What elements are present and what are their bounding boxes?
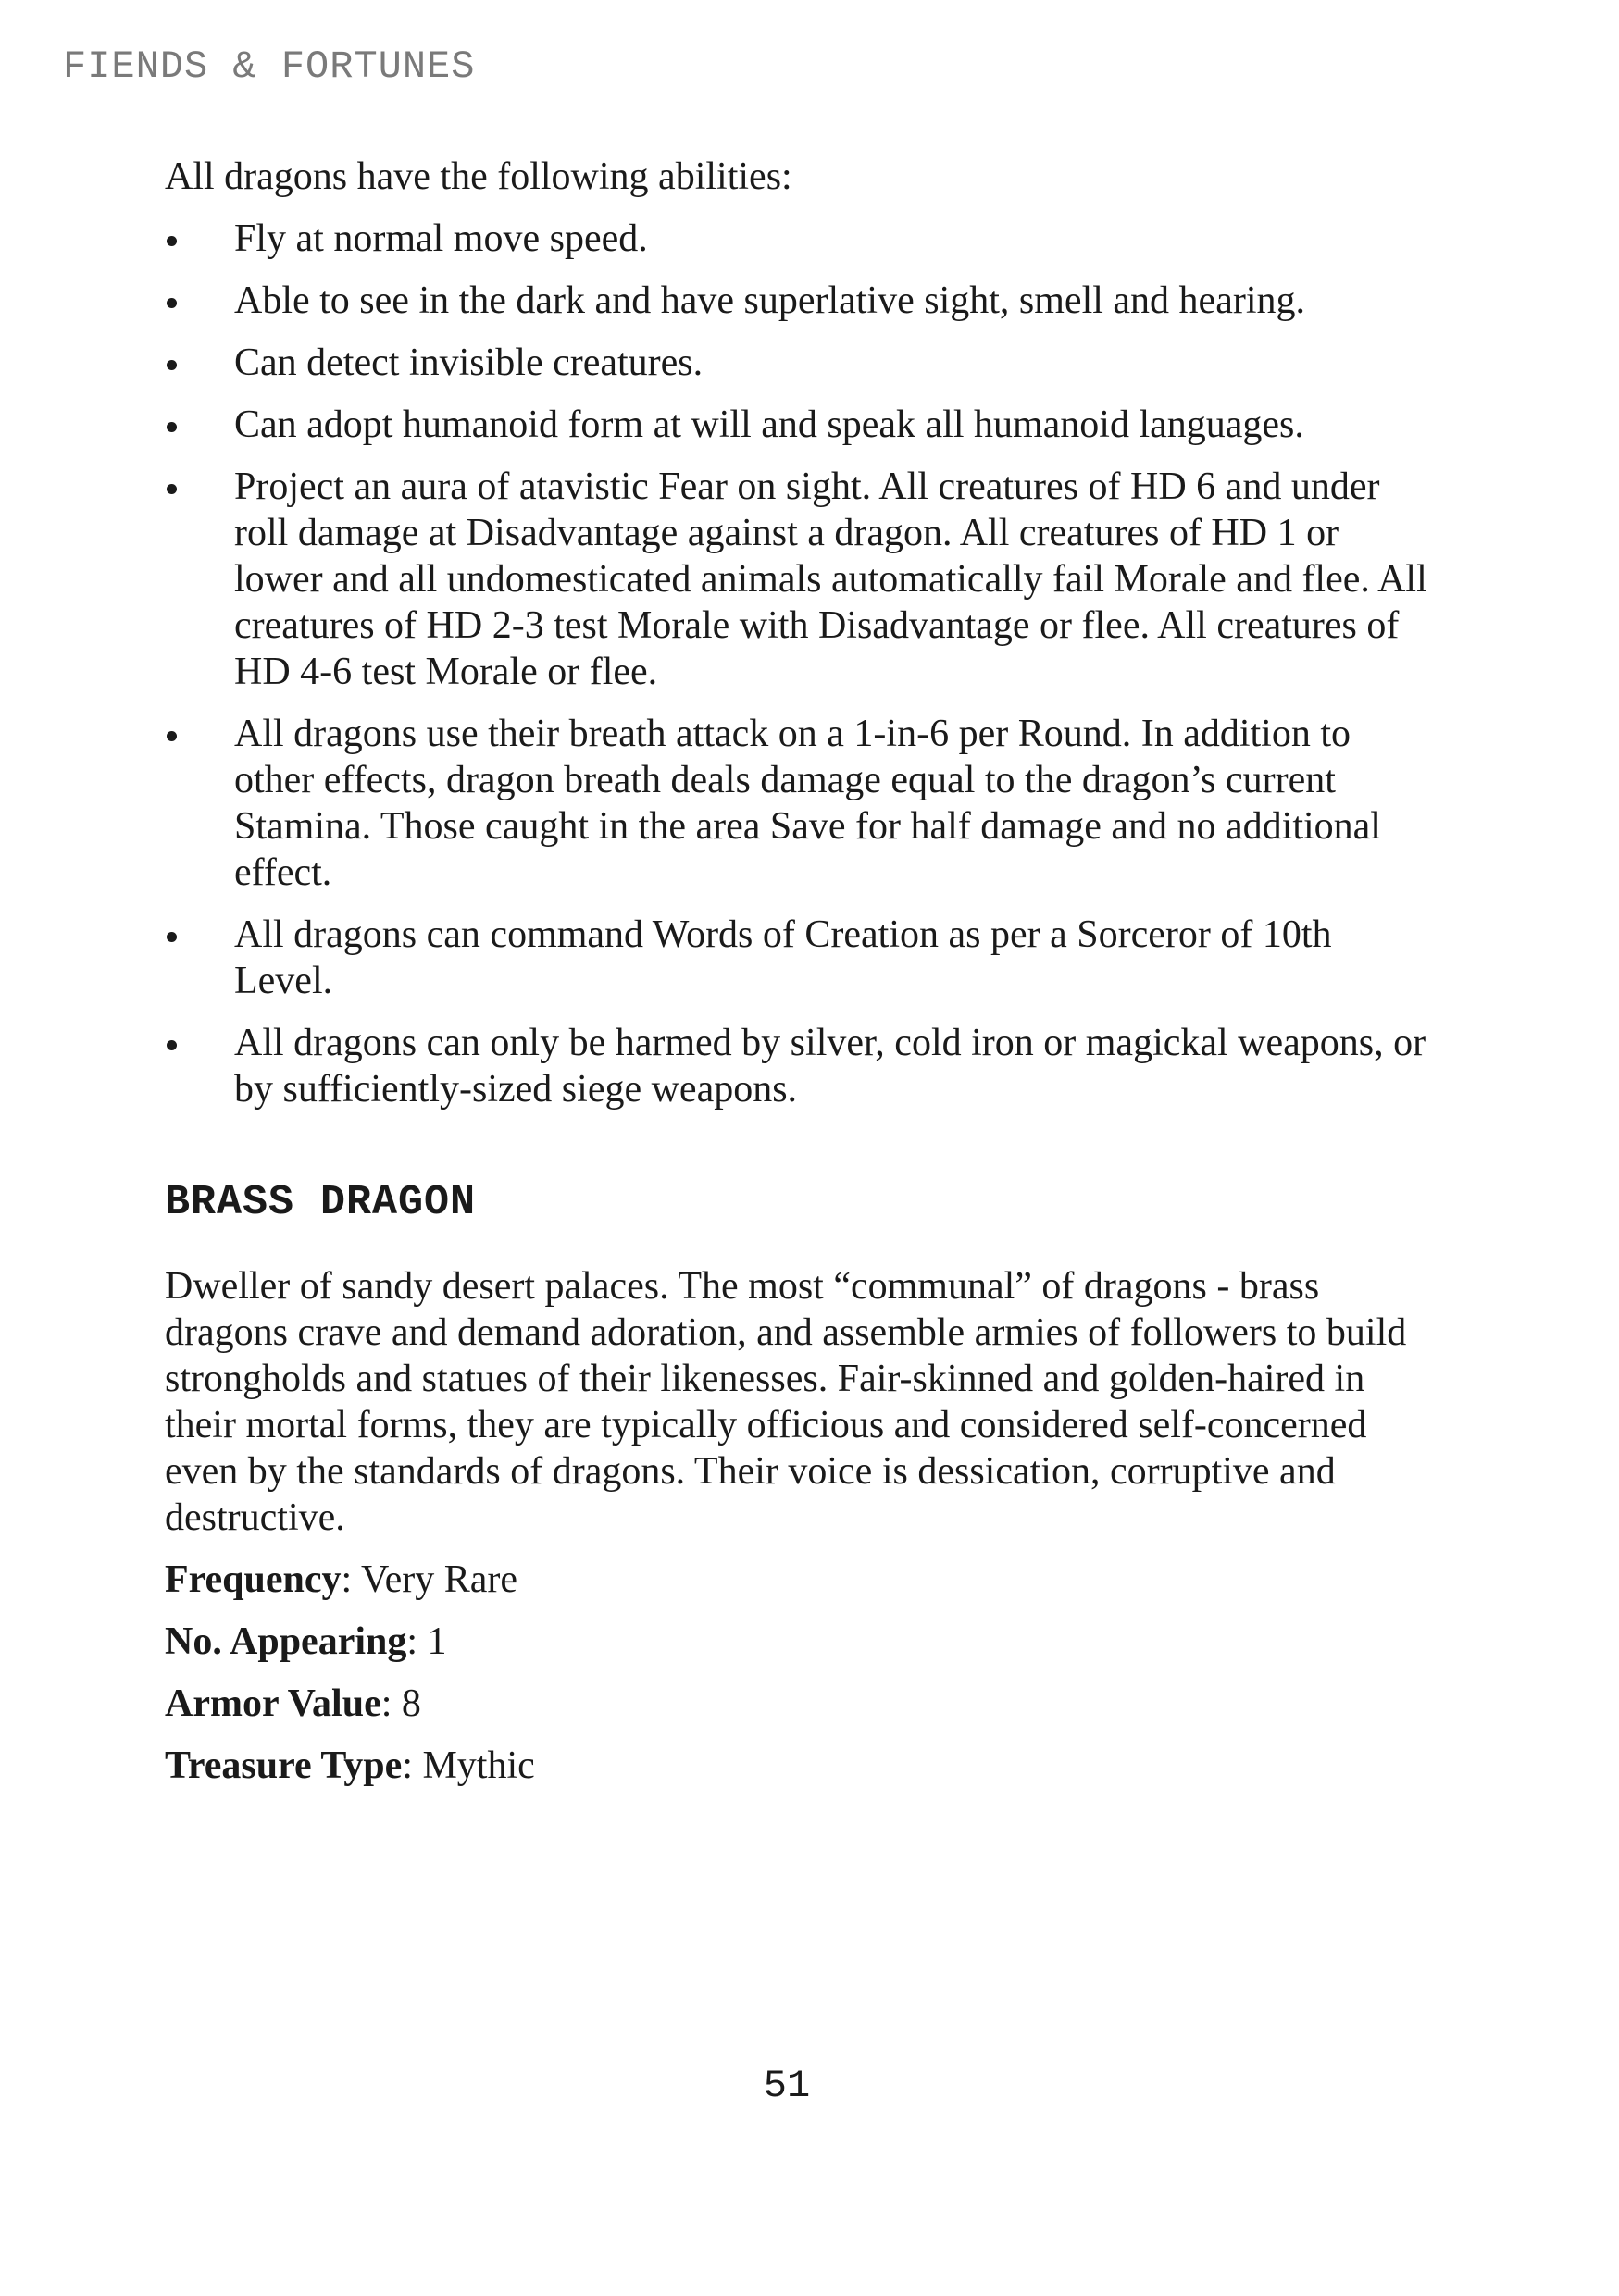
stat-armor-value xyxy=(165,1681,1433,1727)
ability-text: Fly at normal move speed. xyxy=(234,217,648,260)
list-item xyxy=(165,912,1433,1004)
stat-frequency xyxy=(165,1557,1433,1603)
ability-text: All dragons can command Words of Creation as per a Sorceror of 10th Level. xyxy=(234,913,1332,1002)
page-body xyxy=(165,154,1433,1805)
stat-no-appearing xyxy=(165,1619,1433,1665)
stat-label: Frequency xyxy=(165,1558,342,1601)
ability-text: All dragons use their breath attack on a 1-in-6 per Round. In addition to other effects, dragon breath deals damage equal to the dragon’s current Stamina. Those caught in the area Save for half damage and no additional effect. xyxy=(234,713,1381,894)
running-header: FIENDS & FORTUNES xyxy=(63,44,476,89)
ability-text: Can adopt humanoid form at will and speak all humanoid languages. xyxy=(234,403,1304,446)
ability-text: Project an aura of atavistic Fear on sight. All creatures of HD 6 and under roll damage at Disadvantage against a dragon. All creatures of HD 1 or lower and all undomesticated animals automatically fail Morale and flee. All creatures of HD 2-3 test Morale with Disadvantage or flee. All creatures of HD 4-6 test Morale or flee. xyxy=(234,465,1427,693)
abilities-list xyxy=(165,216,1433,1112)
stat-value: : Mythic xyxy=(402,1744,535,1787)
list-item xyxy=(165,340,1433,386)
list-item xyxy=(165,1020,1433,1112)
abilities-intro: All dragons have the following abilities: xyxy=(165,155,792,198)
stat-label: Armor Value xyxy=(165,1682,381,1725)
stat-label: Treasure Type xyxy=(165,1744,403,1787)
monster-description: Dweller of sandy desert palaces. The most “communal” of dragons - brass dragons crave and demand adoration, and assemble armies of followers to build strongholds and statues of their likenesses. Fair-skinned and golden-haired in their mortal forms, they are typically officious and considered self-concerned even by the standards of dragons. Their voice is dessication, corruptive and destructive. xyxy=(165,1265,1407,1539)
page-number: 51 xyxy=(763,2064,811,2108)
list-item xyxy=(165,278,1433,324)
list-item xyxy=(165,464,1433,695)
stat-value: : 8 xyxy=(380,1682,421,1725)
ability-text: Can detect invisible creatures. xyxy=(234,341,704,384)
ability-text: All dragons can only be harmed by silver, cold iron or magickal weapons, or by sufficiently-sized siege weapons. xyxy=(234,1022,1426,1111)
list-item xyxy=(165,216,1433,262)
stat-value: : Very Rare xyxy=(341,1558,518,1601)
stat-treasure-type xyxy=(165,1743,1433,1789)
stat-label: No. Appearing xyxy=(165,1620,407,1663)
ability-text: Able to see in the dark and have superlative sight, smell and hearing. xyxy=(234,279,1305,322)
list-item xyxy=(165,402,1433,448)
stat-value: : 1 xyxy=(406,1620,447,1663)
list-item xyxy=(165,711,1433,896)
section-heading: BRASS DRAGON xyxy=(165,1179,477,1226)
